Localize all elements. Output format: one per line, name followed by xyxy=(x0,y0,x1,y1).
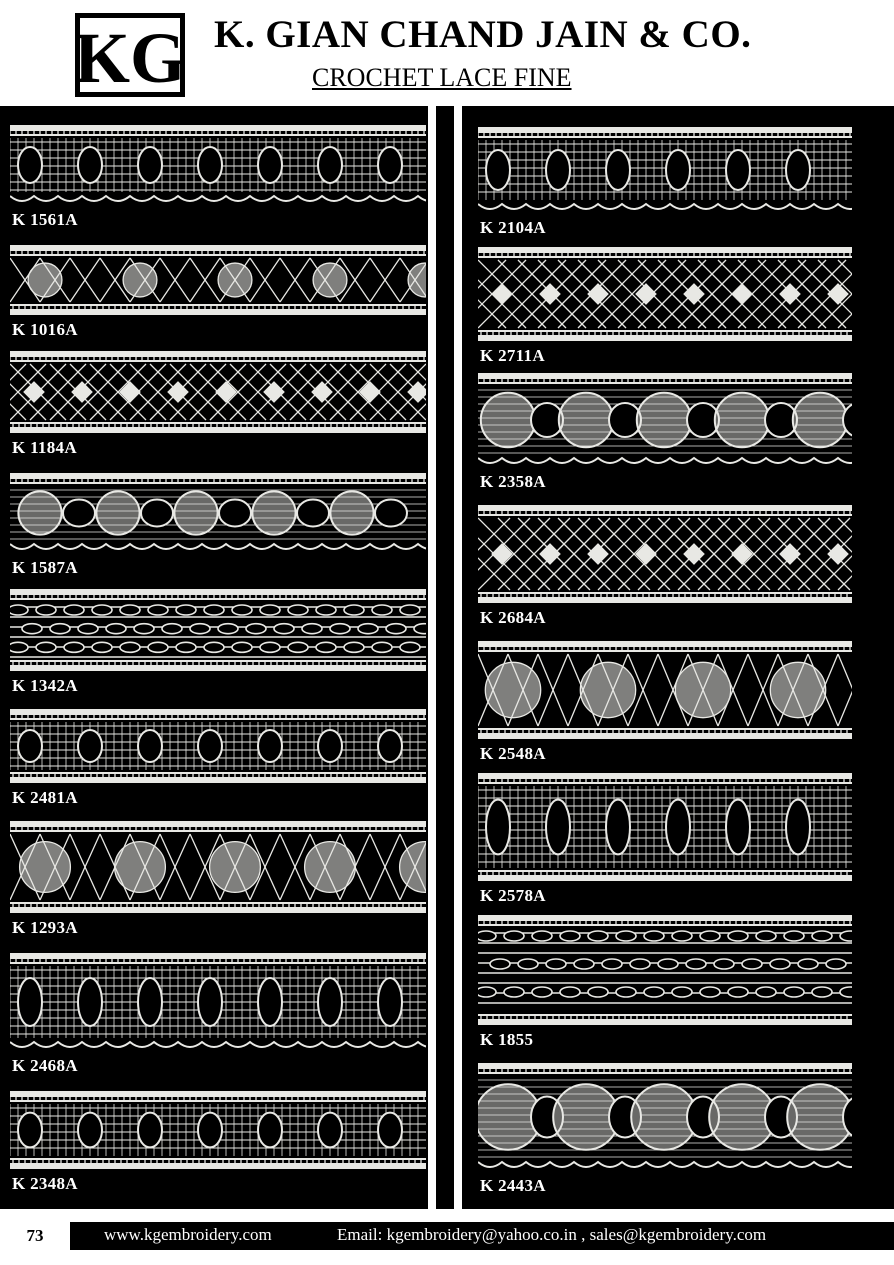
product-code: K 1016A xyxy=(12,320,78,339)
product-code: K 1855 xyxy=(480,1030,534,1049)
page-footer xyxy=(0,1222,894,1250)
lace-sample-image xyxy=(478,372,852,468)
product-code: K 2684A xyxy=(480,608,546,627)
lace-sample-image xyxy=(478,126,852,214)
product-code: K 1587A xyxy=(12,558,78,577)
lace-sample-image xyxy=(10,708,426,784)
column-divider xyxy=(428,106,462,1209)
logo-lettering: KG xyxy=(74,18,186,98)
lace-sample-image xyxy=(478,914,852,1026)
company-name: K. GIAN CHAND JAIN & CO. xyxy=(214,13,752,56)
lace-sample-image xyxy=(10,472,426,554)
lace-sample-image xyxy=(10,820,426,914)
lace-sample-image xyxy=(478,772,852,882)
page-header xyxy=(0,0,894,105)
product-code: K 2104A xyxy=(480,218,546,237)
website-link[interactable]: www.kgembroidery.com xyxy=(104,1225,272,1244)
product-code: K 2548A xyxy=(480,744,546,763)
lace-sample-image xyxy=(478,1062,852,1172)
kg-logo xyxy=(74,12,186,98)
lace-sample-image xyxy=(478,504,852,604)
catalog-subtitle: CROCHET LACE FINE xyxy=(312,63,572,92)
product-code: K 2481A xyxy=(12,788,78,807)
product-code: K 1342A xyxy=(12,676,78,695)
lace-sample-image xyxy=(10,588,426,672)
product-code: K 1293A xyxy=(12,918,78,937)
page-number: 73 xyxy=(0,1222,70,1250)
lace-sample-image xyxy=(10,350,426,434)
product-code: K 2443A xyxy=(480,1176,546,1195)
product-code: K 2348A xyxy=(12,1174,78,1193)
lace-sample-image xyxy=(10,244,426,316)
product-code: K 2358A xyxy=(480,472,546,491)
lace-sample-image xyxy=(478,246,852,342)
lace-sample-image xyxy=(10,124,426,206)
product-code: K 1561A xyxy=(12,210,78,229)
product-code: K 2711A xyxy=(480,346,545,365)
lace-sample-image xyxy=(10,952,426,1052)
product-code: K 1184A xyxy=(12,438,77,457)
lace-sample-image xyxy=(10,1090,426,1170)
product-code: K 2468A xyxy=(12,1056,78,1075)
lace-sample-image xyxy=(478,640,852,740)
email-contact[interactable]: Email: kgembroidery@yahoo.co.in , sales@kgembroidery.com xyxy=(337,1225,767,1244)
product-code: K 2578A xyxy=(480,886,546,905)
